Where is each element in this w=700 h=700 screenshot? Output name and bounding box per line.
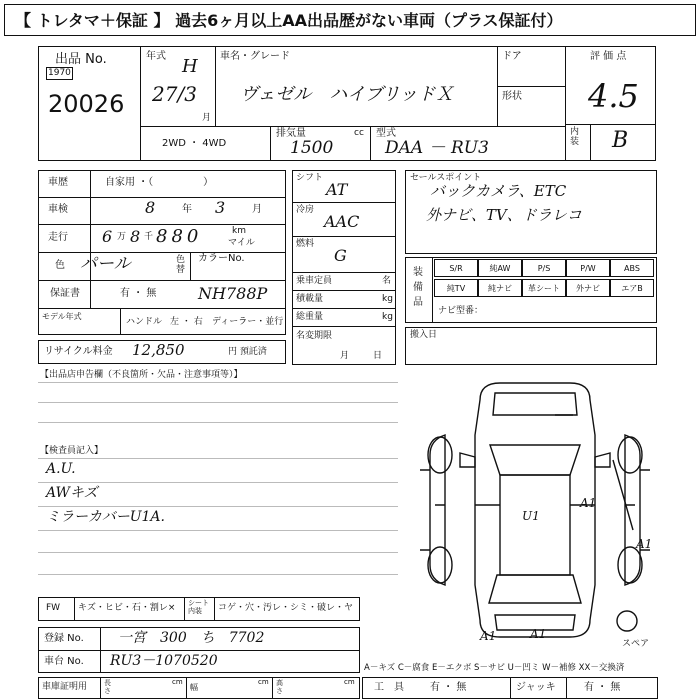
lot-number: 20026: [48, 90, 125, 118]
fw-label: FW: [46, 603, 61, 613]
arrival-box: [405, 327, 657, 365]
mileage-man: 6: [102, 227, 113, 246]
mileage-sen: 8: [130, 227, 141, 246]
type-value: DAA － RU3: [385, 138, 489, 158]
dealer-label: ディーラー・並行: [212, 317, 284, 327]
diagram-mark-3: A1: [636, 537, 653, 551]
tools-label: 工 具: [374, 682, 404, 693]
recycle-value: 12,850: [132, 341, 185, 359]
damage-legend: A－キズ C－腐食 E－エクボ S－サビ U－凹ミ W－補修 XX－交換済: [364, 663, 625, 673]
drive-value: 2WD ・ 4WD: [162, 138, 227, 149]
color-code-label: カラーNo.: [198, 253, 245, 264]
displacement-unit: cc: [354, 128, 364, 138]
inspection-year-unit: 年: [182, 204, 192, 215]
color-change-label: 色替: [176, 255, 186, 275]
displacement-value: 1500: [290, 138, 334, 158]
color-value: パール: [80, 254, 131, 274]
tools-value: 有 ・ 無: [430, 682, 467, 693]
shift-value: AT: [326, 180, 348, 199]
jack-label: ジャッキ: [516, 682, 556, 693]
fuel-value: G: [334, 246, 347, 265]
car-damage-diagram: [405, 375, 680, 660]
seat-value: コゲ・穴・汚レ・シミ・破レ・ヤ: [218, 603, 354, 613]
equipment-cell: ABS: [610, 259, 654, 277]
fw-value: キズ・ヒビ・石・割レ×: [78, 603, 176, 613]
arrival-label: 搬入日: [410, 330, 438, 340]
cert-length-unit: cm: [172, 678, 183, 686]
model-name-label: 車名・グレード: [220, 51, 290, 62]
registration-value: 一宮 300 ち 7702: [118, 630, 265, 646]
color-label: 色: [55, 260, 65, 271]
cert-width-unit: cm: [258, 678, 269, 686]
change-date-unit: 月日: [340, 351, 407, 361]
recycle-suffix: 円 預託済: [228, 347, 267, 357]
mileage-label: 走行: [48, 232, 68, 243]
fuel-label: 燃料: [296, 239, 315, 249]
lot-label: 出品 No.: [55, 52, 107, 67]
header-text: 【 トレタマ＋保証 】 過去6ヶ月以上AA出品歴がない車両（プラス保証付）: [15, 11, 563, 30]
capacity-unit: 名: [382, 276, 392, 286]
seller-notes-label: 【出品店申告欄（不良箇所・欠品・注意事項等）】: [40, 370, 243, 380]
header-banner: [4, 4, 696, 36]
mileage-km-label: km: [232, 226, 246, 236]
diagram-mark-4: A1: [480, 629, 497, 643]
rating-value: 4.5: [588, 77, 639, 115]
navi-label: ナビ型番：: [438, 306, 484, 316]
diagram-mark-5: A1: [530, 627, 547, 641]
year-label: 年式: [146, 51, 166, 62]
cert-width-label: 幅: [190, 683, 198, 692]
selling-points-line1: バックカメラ、ETC: [430, 182, 567, 200]
interior-label: 内装: [570, 127, 580, 147]
inspection-year: 8: [145, 198, 156, 217]
capacity-label: 乗車定員: [296, 276, 333, 286]
handle-label: ハンドル: [126, 317, 163, 327]
shift-label: シフト: [296, 173, 324, 183]
interior-value: B: [612, 128, 629, 153]
inspector-notes-label: 【検査員記入】: [40, 446, 104, 456]
cert-height-unit: cm: [344, 678, 355, 686]
color-code-value: NH788P: [198, 284, 268, 303]
cert-height-label: 高さ: [276, 679, 283, 695]
spare-label: スペア: [622, 639, 650, 649]
equipment-cell: P/S: [522, 259, 566, 277]
mileage-unit-man: 万: [117, 232, 127, 242]
gross-unit: kg: [382, 312, 393, 322]
gross-label: 総重量: [296, 312, 324, 322]
diagram-mark-2: U1: [522, 509, 540, 523]
selling-points-label: セールスポイント: [410, 173, 482, 183]
year-month-suffix: 月: [202, 113, 212, 123]
model-name-value: ヴェゼル ハイブリッドＸ: [240, 84, 454, 105]
recycle-label: リサイクル料金: [44, 346, 113, 357]
jack-value: 有 ・ 無: [584, 682, 621, 693]
warranty-value: 有 ・ 無: [120, 288, 157, 299]
seat-label: シート内装: [188, 599, 209, 615]
equipment-cell: 外ナビ: [566, 279, 610, 297]
lot-box-number: 1970: [48, 68, 71, 78]
history-value: 自家用 ・（ ）: [105, 177, 214, 188]
inspector-line-1: A.U.: [46, 461, 76, 477]
equipment-cell: 純TV: [434, 279, 478, 297]
mileage-mile-label: マイル: [228, 238, 255, 248]
equipment-cell: P/W: [566, 259, 610, 277]
cert-label: 車庫証明用: [42, 682, 88, 692]
chassis-label: 車台 No.: [44, 656, 84, 667]
handle-value: 左 ・ 右: [170, 317, 203, 327]
mileage-unit-sen: 千: [144, 232, 154, 242]
inspector-line-2: AWキズ: [46, 485, 98, 501]
registration-label: 登録 No.: [44, 633, 84, 644]
load-unit: kg: [382, 294, 393, 304]
displacement-label: 排気量: [276, 128, 306, 139]
inspection-month: 3: [215, 198, 226, 217]
equipment-cell: S/R: [434, 259, 478, 277]
inspector-line-3: ミラーカバーU1A.: [46, 509, 165, 525]
ac-label: 冷房: [296, 205, 315, 215]
doors-label: ドア: [502, 51, 522, 62]
selling-points-line2: 外ナビ、TV、ドラレコ: [426, 206, 582, 224]
diagram-mark-1: A1: [580, 496, 597, 510]
ac-value: AAC: [324, 212, 360, 231]
equipment-cell: エアB: [610, 279, 654, 297]
history-label: 車歴: [48, 177, 68, 188]
year-value: 27/3: [152, 82, 197, 106]
equipment-cell: 純AW: [478, 259, 522, 277]
cert-length-label: 長さ: [104, 679, 111, 695]
model-year-label: モデル年式: [42, 312, 82, 321]
rating-label: 評 価 点: [590, 51, 627, 62]
warranty-label: 保証書: [50, 288, 80, 299]
equipment-label: 装備品: [413, 267, 423, 308]
inspection-month-unit: 月: [252, 204, 262, 215]
change-date-label: 名変期限: [296, 331, 333, 341]
load-label: 積載量: [296, 294, 324, 304]
year-era: H: [182, 56, 198, 77]
equipment-cell: 純ナビ: [478, 279, 522, 297]
inspection-label: 車検: [48, 204, 68, 215]
mileage-rest: 880: [156, 226, 203, 247]
shape-label: 形状: [502, 91, 522, 102]
equipment-cell: 革シート: [522, 279, 566, 297]
type-label: 型式: [376, 128, 396, 139]
chassis-value: RU3－1070520: [110, 653, 218, 669]
